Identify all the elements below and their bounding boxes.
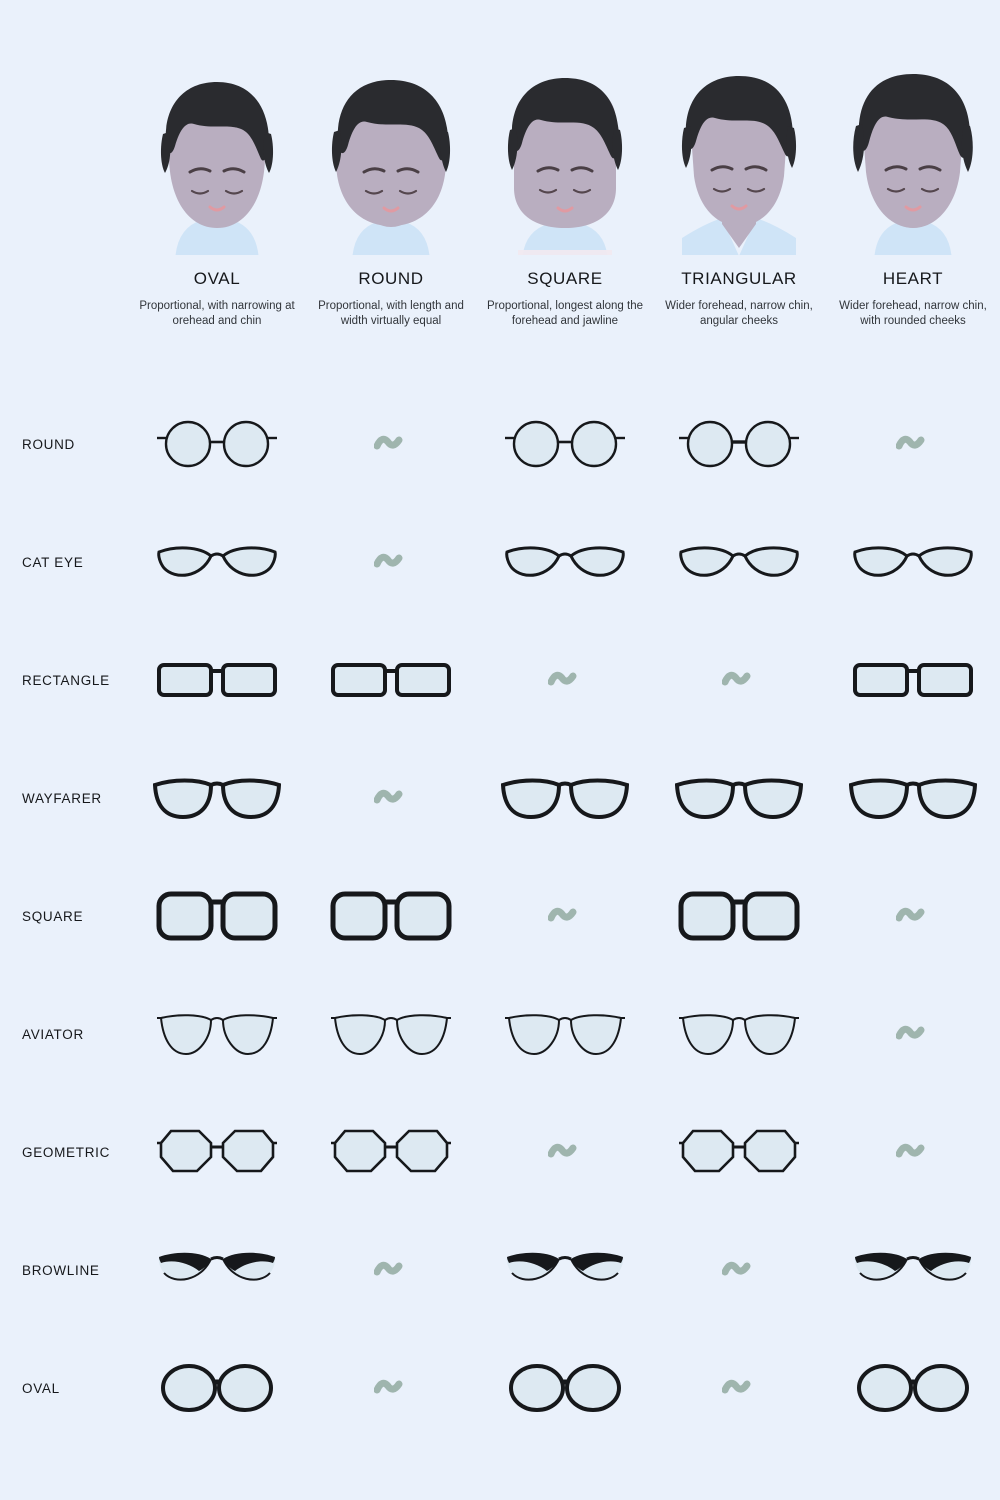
face-column-oval: [130, 60, 304, 329]
matrix-row-cat-eye: [0, 503, 1000, 621]
cell-geometric-square: [478, 1093, 652, 1211]
cateye-glasses-icon: [851, 534, 975, 590]
tilde-icon: [896, 1139, 930, 1165]
tilde-icon: [374, 1375, 408, 1401]
cell-aviator-triangular: [652, 975, 826, 1093]
cell-rectangle-heart: [826, 621, 1000, 739]
square-glasses-icon: [155, 886, 279, 946]
face-column-triangular: [652, 60, 826, 329]
face-title: OVAL: [193, 269, 241, 288]
cell-square-heart: [826, 857, 1000, 975]
aviator-glasses-icon: [329, 1006, 453, 1062]
cell-round-oval: [130, 385, 304, 503]
tilde-icon: [896, 431, 930, 457]
cell-aviator-heart: [826, 975, 1000, 1093]
wayfarer-glasses-icon: [675, 773, 803, 823]
row-label: ROUND: [22, 436, 75, 452]
row-label: AVIATOR: [22, 1026, 84, 1042]
row-label: RECTANGLE: [22, 672, 110, 688]
cell-square-square: [478, 857, 652, 975]
cell-wayfarer-oval: [130, 739, 304, 857]
cell-wayfarer-round: [304, 739, 478, 857]
face-shapes-header: [130, 60, 1000, 329]
cell-browline-triangular: [652, 1211, 826, 1329]
cell-oval-heart: [826, 1329, 1000, 1447]
cell-aviator-square: [478, 975, 652, 1093]
browline-glasses-icon: [851, 1247, 975, 1293]
geometric-glasses-icon: [329, 1125, 453, 1179]
face-description: Proportional, longest along the forehead and jawline: [487, 300, 643, 327]
tilde-icon: [896, 903, 930, 929]
cell-oval-square: [478, 1329, 652, 1447]
tilde-icon: [722, 1257, 756, 1283]
tilde-icon: [548, 1139, 582, 1165]
cell-oval-oval: [130, 1329, 304, 1447]
matrix-row-rectangle: [0, 621, 1000, 739]
tilde-icon: [374, 1257, 408, 1283]
square-glasses-icon: [329, 886, 453, 946]
cell-square-round: [304, 857, 478, 975]
cell-round-heart: [826, 385, 1000, 503]
rectangle-glasses-icon: [851, 655, 975, 705]
face-title: HEART: [882, 269, 944, 288]
cell-browline-heart: [826, 1211, 1000, 1329]
face-column-round: [304, 60, 478, 329]
glasses-matrix: [0, 385, 1000, 1447]
wayfarer-glasses-icon: [153, 773, 281, 823]
cell-oval-triangular: [652, 1329, 826, 1447]
tilde-icon: [548, 667, 582, 693]
wayfarer-glasses-icon: [501, 773, 629, 823]
face-round-icon: [304, 60, 478, 255]
round-glasses-icon: [155, 418, 279, 470]
matrix-row-browline: [0, 1211, 1000, 1329]
matrix-row-square: [0, 857, 1000, 975]
row-label: SQUARE: [22, 908, 84, 924]
tilde-icon: [722, 667, 756, 693]
face-square-icon: [478, 60, 652, 255]
row-label: CAT EYE: [22, 554, 84, 570]
matrix-row-aviator: [0, 975, 1000, 1093]
wayfarer-glasses-icon: [849, 773, 977, 823]
cell-rectangle-square: [478, 621, 652, 739]
cell-rectangle-round: [304, 621, 478, 739]
cell-aviator-oval: [130, 975, 304, 1093]
rectangle-glasses-icon: [155, 655, 279, 705]
matrix-row-round: [0, 385, 1000, 503]
oval-glasses-icon: [507, 1362, 623, 1414]
cell-browline-square: [478, 1211, 652, 1329]
face-title: TRIANGULAR: [681, 269, 797, 288]
oval-glasses-icon: [159, 1362, 275, 1414]
geometric-glasses-icon: [155, 1125, 279, 1179]
face-triangular-icon: [652, 60, 826, 255]
geometric-glasses-icon: [677, 1125, 801, 1179]
row-label: GEOMETRIC: [22, 1144, 111, 1160]
face-oval-icon: [130, 60, 304, 255]
matrix-row-wayfarer: [0, 739, 1000, 857]
face-title: SQUARE: [527, 269, 603, 288]
rectangle-glasses-icon: [329, 655, 453, 705]
face-column-heart: [826, 60, 1000, 329]
cell-rectangle-triangular: [652, 621, 826, 739]
cell-rectangle-oval: [130, 621, 304, 739]
cell-round-round: [304, 385, 478, 503]
cell-geometric-triangular: [652, 1093, 826, 1211]
row-label: WAYFARER: [22, 790, 102, 806]
aviator-glasses-icon: [677, 1006, 801, 1062]
aviator-glasses-icon: [503, 1006, 627, 1062]
cell-wayfarer-square: [478, 739, 652, 857]
cell-geometric-heart: [826, 1093, 1000, 1211]
cell-square-oval: [130, 857, 304, 975]
tilde-icon: [374, 431, 408, 457]
square-glasses-icon: [677, 886, 801, 946]
round-glasses-icon: [503, 418, 627, 470]
browline-glasses-icon: [503, 1247, 627, 1293]
tilde-icon: [374, 549, 408, 575]
cell-round-triangular: [652, 385, 826, 503]
face-description: Proportional, with narrowing at orehead and chin: [139, 300, 295, 327]
cateye-glasses-icon: [155, 534, 279, 590]
cell-cateye-heart: [826, 503, 1000, 621]
cell-browline-oval: [130, 1211, 304, 1329]
tilde-icon: [374, 785, 408, 811]
face-heart-icon: [826, 60, 1000, 255]
cell-wayfarer-triangular: [652, 739, 826, 857]
face-description: Wider forehead, narrow chin, angular cheeks: [665, 300, 813, 327]
cell-oval-round: [304, 1329, 478, 1447]
row-label: OVAL: [22, 1380, 60, 1396]
aviator-glasses-icon: [155, 1006, 279, 1062]
cell-round-square: [478, 385, 652, 503]
matrix-row-oval: [0, 1329, 1000, 1447]
matrix-row-geometric: [0, 1093, 1000, 1211]
cell-cateye-oval: [130, 503, 304, 621]
cateye-glasses-icon: [677, 534, 801, 590]
tilde-icon: [896, 1021, 930, 1047]
cell-cateye-triangular: [652, 503, 826, 621]
face-description: Wider forehead, narrow chin, with rounded cheeks: [839, 300, 987, 327]
cell-square-triangular: [652, 857, 826, 975]
cell-cateye-square: [478, 503, 652, 621]
cell-cateye-round: [304, 503, 478, 621]
face-description: Proportional, with length and width virtually equal: [318, 300, 464, 327]
round-glasses-icon: [677, 418, 801, 470]
row-label: BROWLINE: [22, 1262, 100, 1278]
face-title: ROUND: [358, 269, 424, 288]
browline-glasses-icon: [155, 1247, 279, 1293]
tilde-icon: [548, 903, 582, 929]
cell-aviator-round: [304, 975, 478, 1093]
cell-geometric-oval: [130, 1093, 304, 1211]
cell-wayfarer-heart: [826, 739, 1000, 857]
oval-glasses-icon: [855, 1362, 971, 1414]
cateye-glasses-icon: [503, 534, 627, 590]
tilde-icon: [722, 1375, 756, 1401]
cell-geometric-round: [304, 1093, 478, 1211]
cell-browline-round: [304, 1211, 478, 1329]
face-column-square: [478, 60, 652, 329]
